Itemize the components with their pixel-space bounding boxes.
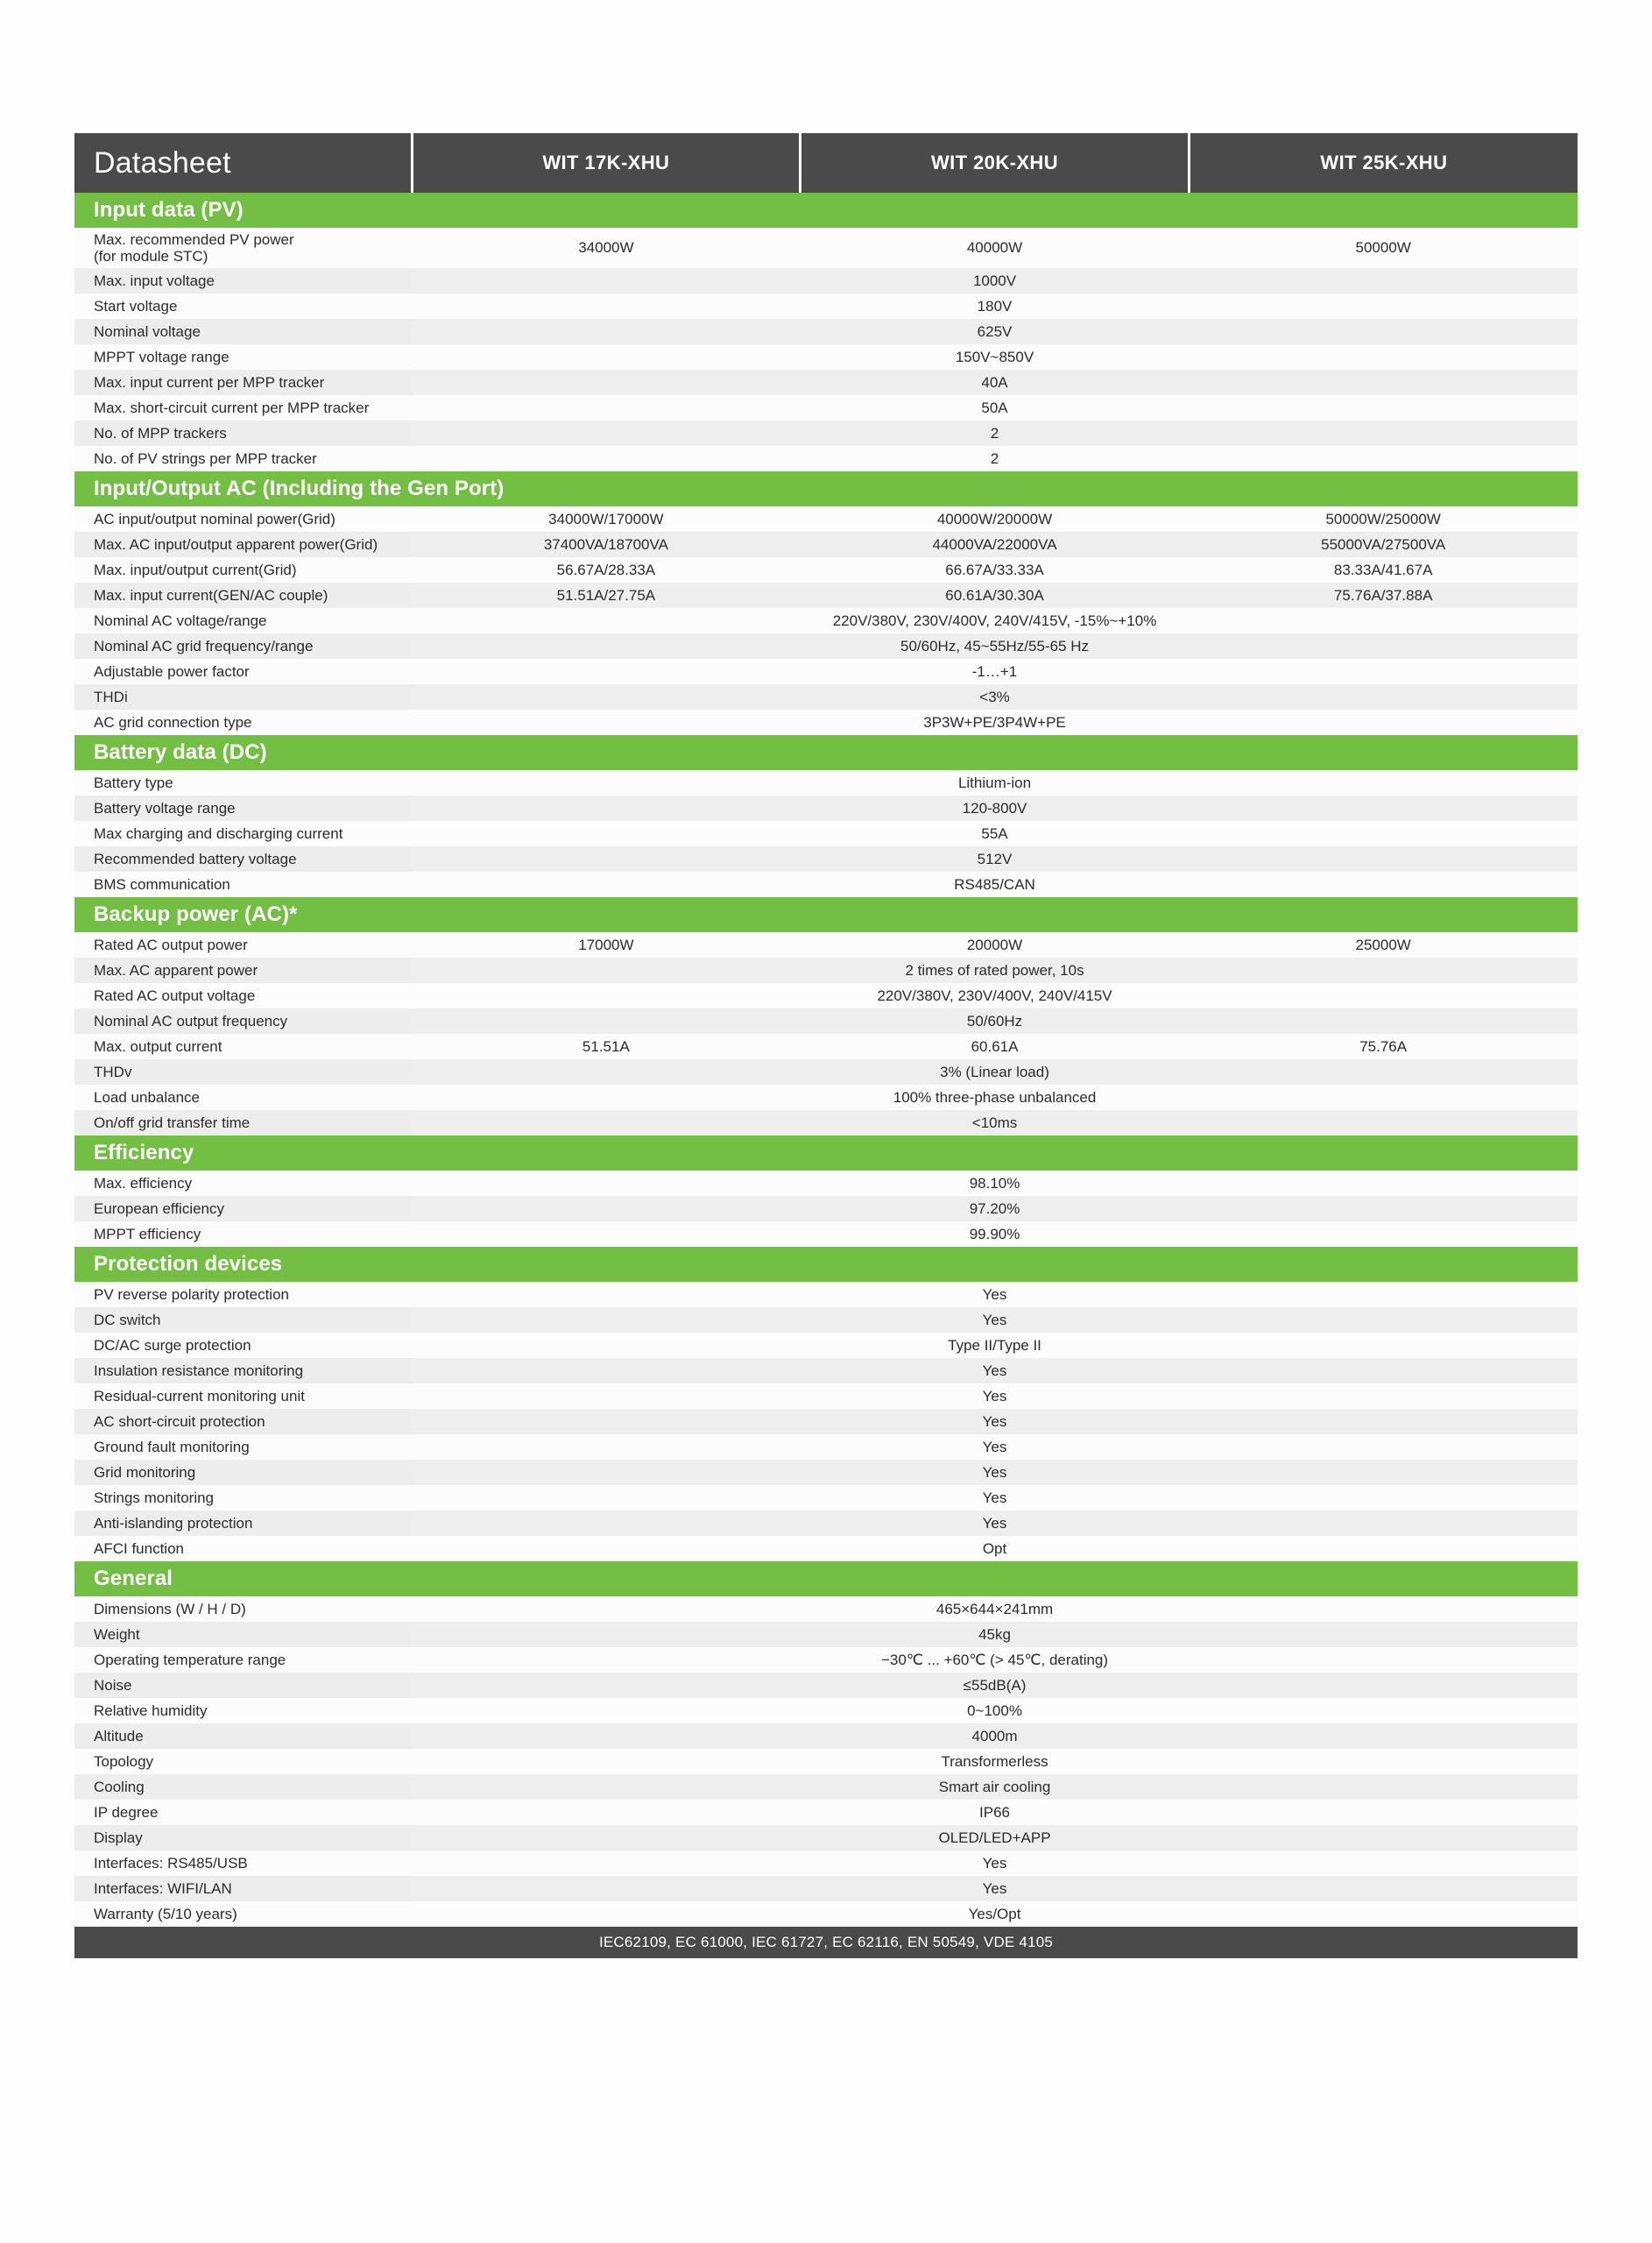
row-value-all: 180V [412,294,1578,319]
row-value-2: 40000W/20000W [801,506,1190,532]
table-row [74,1059,1578,1085]
row-label: Topology [74,1749,412,1774]
table-row [74,872,1578,897]
certifications-text: IEC62109, EC 61000, IEC 61727, EC 62116, EN 50549, VDE 4105 [74,1927,1578,1958]
table-row [74,1282,1578,1307]
row-label: Max. AC apparent power [74,958,412,983]
row-value-all: RS485/CAN [412,872,1578,897]
row-value-all: <10ms [412,1110,1578,1136]
row-value-all: 50A [412,395,1578,421]
row-label: MPPT voltage range [74,344,412,370]
model-column-header-3: WIT 25K-XHU [1189,133,1578,193]
table-row [74,796,1578,821]
row-value-all: 150V~850V [412,344,1578,370]
row-value-all: Yes [412,1485,1578,1511]
section-title: Battery data (DC) [74,735,1578,770]
table-row [74,344,1578,370]
table-row [74,1850,1578,1876]
row-label: Rated AC output voltage [74,983,412,1008]
section-header-row [74,193,1578,228]
table-row [74,1800,1578,1825]
row-value-all: Yes [412,1383,1578,1409]
row-value-all: Yes/Opt [412,1901,1578,1927]
table-row [74,395,1578,421]
row-label-line2: (for module STC) [94,248,208,265]
row-value-all: 4000m [412,1723,1578,1749]
row-value-2: 60.61A/30.30A [801,583,1190,608]
row-label: Rated AC output power [74,932,412,958]
table-row [74,1307,1578,1333]
row-label: Insulation resistance monitoring [74,1358,412,1383]
table-row [74,684,1578,710]
section-title: General [74,1561,1578,1596]
row-value-3: 75.76A/37.88A [1189,583,1578,608]
row-label: Battery voltage range [74,796,412,821]
row-label: MPPT efficiency [74,1221,412,1247]
row-value-all: Yes [412,1511,1578,1536]
table-row [74,983,1578,1008]
table-row [74,1383,1578,1409]
table-row [74,846,1578,872]
table-row [74,1511,1578,1536]
table-row [74,319,1578,344]
table-row [74,557,1578,583]
table-row [74,506,1578,532]
section-header-row [74,897,1578,932]
row-label: Weight [74,1622,412,1647]
row-value-all: Yes [412,1409,1578,1434]
row-value-all: Yes [412,1358,1578,1383]
section-title: Protection devices [74,1247,1578,1282]
row-value-all: 40A [412,370,1578,395]
row-label: On/off grid transfer time [74,1110,412,1136]
table-row [74,1901,1578,1927]
row-label: Max. input current(GEN/AC couple) [74,583,412,608]
row-label: Warranty (5/10 years) [74,1901,412,1927]
row-value-3: 50000W/25000W [1189,506,1578,532]
row-value-all: 120-800V [412,796,1578,821]
section-title: Efficiency [74,1136,1578,1171]
row-value-1: 51.51A/27.75A [412,583,801,608]
row-label: Nominal AC grid frequency/range [74,633,412,659]
page-title: Datasheet [74,133,412,193]
row-value-3: 83.33A/41.67A [1189,557,1578,583]
table-row [74,1622,1578,1647]
row-value-all: Opt [412,1536,1578,1561]
row-label: Cooling [74,1774,412,1800]
table-row [74,1434,1578,1460]
row-value-3: 25000W [1189,932,1578,958]
row-value-all: −30℃ ... +60℃ (> 45℃, derating) [412,1647,1578,1673]
row-value-1: 17000W [412,932,801,958]
row-label: Max charging and discharging current [74,821,412,846]
certifications-row [74,1927,1578,1958]
table-row [74,1647,1578,1673]
row-value-all: 2 times of rated power, 10s [412,958,1578,983]
row-value-all: 2 [412,421,1578,446]
row-label: Adjustable power factor [74,659,412,684]
row-label: Grid monitoring [74,1460,412,1485]
table-row [74,370,1578,395]
row-value-2: 44000VA/22000VA [801,532,1190,557]
row-value-1: 56.67A/28.33A [412,557,801,583]
section-header-row [74,1136,1578,1171]
row-label: Nominal voltage [74,319,412,344]
row-label-line1: Max. recommended PV power [94,230,294,248]
row-label: DC/AC surge protection [74,1333,412,1358]
row-label: PV reverse polarity protection [74,1282,412,1307]
table-row [74,1221,1578,1247]
row-value-all: 99.90% [412,1221,1578,1247]
table-row [74,421,1578,446]
row-label: Dimensions (W / H / D) [74,1596,412,1622]
table-row [74,1673,1578,1698]
section-header-row [74,735,1578,770]
row-label: Max. input voltage [74,268,412,294]
row-value-2: 66.67A/33.33A [801,557,1190,583]
row-value-all: <3% [412,684,1578,710]
table-row [74,1358,1578,1383]
section-title: Input data (PV) [74,193,1578,228]
table-row [74,1723,1578,1749]
row-value-all: Yes [412,1434,1578,1460]
row-label: AC grid connection type [74,710,412,735]
row-value-all: Yes [412,1850,1578,1876]
row-label: Nominal AC voltage/range [74,608,412,633]
row-value-all: Lithium-ion [412,770,1578,796]
row-value-1: 37400VA/18700VA [412,532,801,557]
table-row [74,1333,1578,1358]
row-value-all: Yes [412,1282,1578,1307]
table-row [74,1536,1578,1561]
table-row [74,446,1578,471]
row-value-all: OLED/LED+APP [412,1825,1578,1850]
row-label: AC input/output nominal power(Grid) [74,506,412,532]
row-label: Interfaces: RS485/USB [74,1850,412,1876]
table-row [74,659,1578,684]
row-label: Max. input/output current(Grid) [74,557,412,583]
table-row [74,821,1578,846]
table-row [74,1409,1578,1434]
row-label: Interfaces: WIFI/LAN [74,1876,412,1901]
table-row [74,608,1578,633]
model-column-header-1: WIT 17K-XHU [412,133,801,193]
row-value-all: Yes [412,1876,1578,1901]
row-label: AC short-circuit protection [74,1409,412,1434]
row-value-2: 60.61A [801,1034,1190,1059]
row-value-3: 50000W [1189,228,1578,268]
row-label: Load unbalance [74,1085,412,1110]
row-value-1: 34000W/17000W [412,506,801,532]
section-header-row [74,471,1578,506]
row-value-all: 97.20% [412,1196,1578,1221]
row-value-3: 55000VA/27500VA [1189,532,1578,557]
row-label: No. of PV strings per MPP tracker [74,446,412,471]
table-row [74,1034,1578,1059]
section-title: Backup power (AC)* [74,897,1578,932]
row-value-all: Yes [412,1307,1578,1333]
row-label: Strings monitoring [74,1485,412,1511]
row-value-all: 0~100% [412,1698,1578,1723]
row-value-3: 75.76A [1189,1034,1578,1059]
row-label: IP degree [74,1800,412,1825]
table-row [74,633,1578,659]
row-label: THDi [74,684,412,710]
row-label: Nominal AC output frequency [74,1008,412,1034]
row-value-all: ≤55dB(A) [412,1673,1578,1698]
row-value-all: -1…+1 [412,659,1578,684]
row-value-all: 1000V [412,268,1578,294]
row-value-1: 51.51A [412,1034,801,1059]
row-value-all: 220V/380V, 230V/400V, 240V/415V [412,983,1578,1008]
table-row [74,1596,1578,1622]
row-label: Display [74,1825,412,1850]
table-row [74,932,1578,958]
row-label: Noise [74,1673,412,1698]
row-value-2: 40000W [801,228,1190,268]
table-row [74,1008,1578,1034]
row-value-all: IP66 [412,1800,1578,1825]
table-row [74,958,1578,983]
row-label: Start voltage [74,294,412,319]
row-label: European efficiency [74,1196,412,1221]
section-title: Input/Output AC (Including the Gen Port) [74,471,1578,506]
row-label: Recommended battery voltage [74,846,412,872]
row-value-all: 3% (Linear load) [412,1059,1578,1085]
table-row [74,1085,1578,1110]
row-value-all: 50/60Hz [412,1008,1578,1034]
row-value-all: 2 [412,446,1578,471]
table-row [74,1698,1578,1723]
row-value-all: Type II/Type II [412,1333,1578,1358]
row-value-all: 50/60Hz, 45~55Hz/55-65 Hz [412,633,1578,659]
row-value-all: Smart air cooling [412,1774,1578,1800]
table-row [74,1110,1578,1136]
table-row [74,1774,1578,1800]
row-value-all: 100% three-phase unbalanced [412,1085,1578,1110]
row-value-all: 98.10% [412,1171,1578,1196]
datasheet-body [74,133,1578,1958]
section-header-row [74,1247,1578,1282]
table-row [74,770,1578,796]
row-value-all: 465×644×241mm [412,1596,1578,1622]
row-label: Anti-islanding protection [74,1511,412,1536]
table-row [74,1876,1578,1901]
table-row [74,1749,1578,1774]
row-value-all: 220V/380V, 230V/400V, 240V/415V, -15%~+10% [412,608,1578,633]
row-label [74,228,412,268]
table-row [74,583,1578,608]
row-label: Residual-current monitoring unit [74,1383,412,1409]
row-label: BMS communication [74,872,412,897]
datasheet-table [74,133,1578,1958]
table-row [74,228,1578,268]
row-label: Battery type [74,770,412,796]
row-label: Operating temperature range [74,1647,412,1673]
row-value-all: Transformerless [412,1749,1578,1774]
table-row [74,1825,1578,1850]
row-label: Relative humidity [74,1698,412,1723]
row-label: Max. AC input/output apparent power(Grid) [74,532,412,557]
row-label: Altitude [74,1723,412,1749]
row-value-1: 34000W [412,228,801,268]
row-label: AFCI function [74,1536,412,1561]
row-label: THDv [74,1059,412,1085]
row-value-all: 625V [412,319,1578,344]
row-label: Ground fault monitoring [74,1434,412,1460]
row-value-all: 3P3W+PE/3P4W+PE [412,710,1578,735]
row-value-all: 45kg [412,1622,1578,1647]
table-row [74,294,1578,319]
row-label: No. of MPP trackers [74,421,412,446]
table-row [74,1460,1578,1485]
table-row [74,1485,1578,1511]
row-value-all: 55A [412,821,1578,846]
table-row [74,268,1578,294]
table-row [74,1171,1578,1196]
row-label: Max. efficiency [74,1171,412,1196]
row-label: Max. short-circuit current per MPP tracker [74,395,412,421]
table-row [74,532,1578,557]
model-column-header-2: WIT 20K-XHU [801,133,1190,193]
datasheet-sheet [74,133,1578,1958]
section-header-row [74,1561,1578,1596]
row-label: Max. output current [74,1034,412,1059]
row-label: Max. input current per MPP tracker [74,370,412,395]
row-value-all: Yes [412,1460,1578,1485]
table-row [74,710,1578,735]
table-row [74,1196,1578,1221]
row-label: DC switch [74,1307,412,1333]
table-header-row [74,133,1578,193]
row-value-all: 512V [412,846,1578,872]
row-value-2: 20000W [801,932,1190,958]
